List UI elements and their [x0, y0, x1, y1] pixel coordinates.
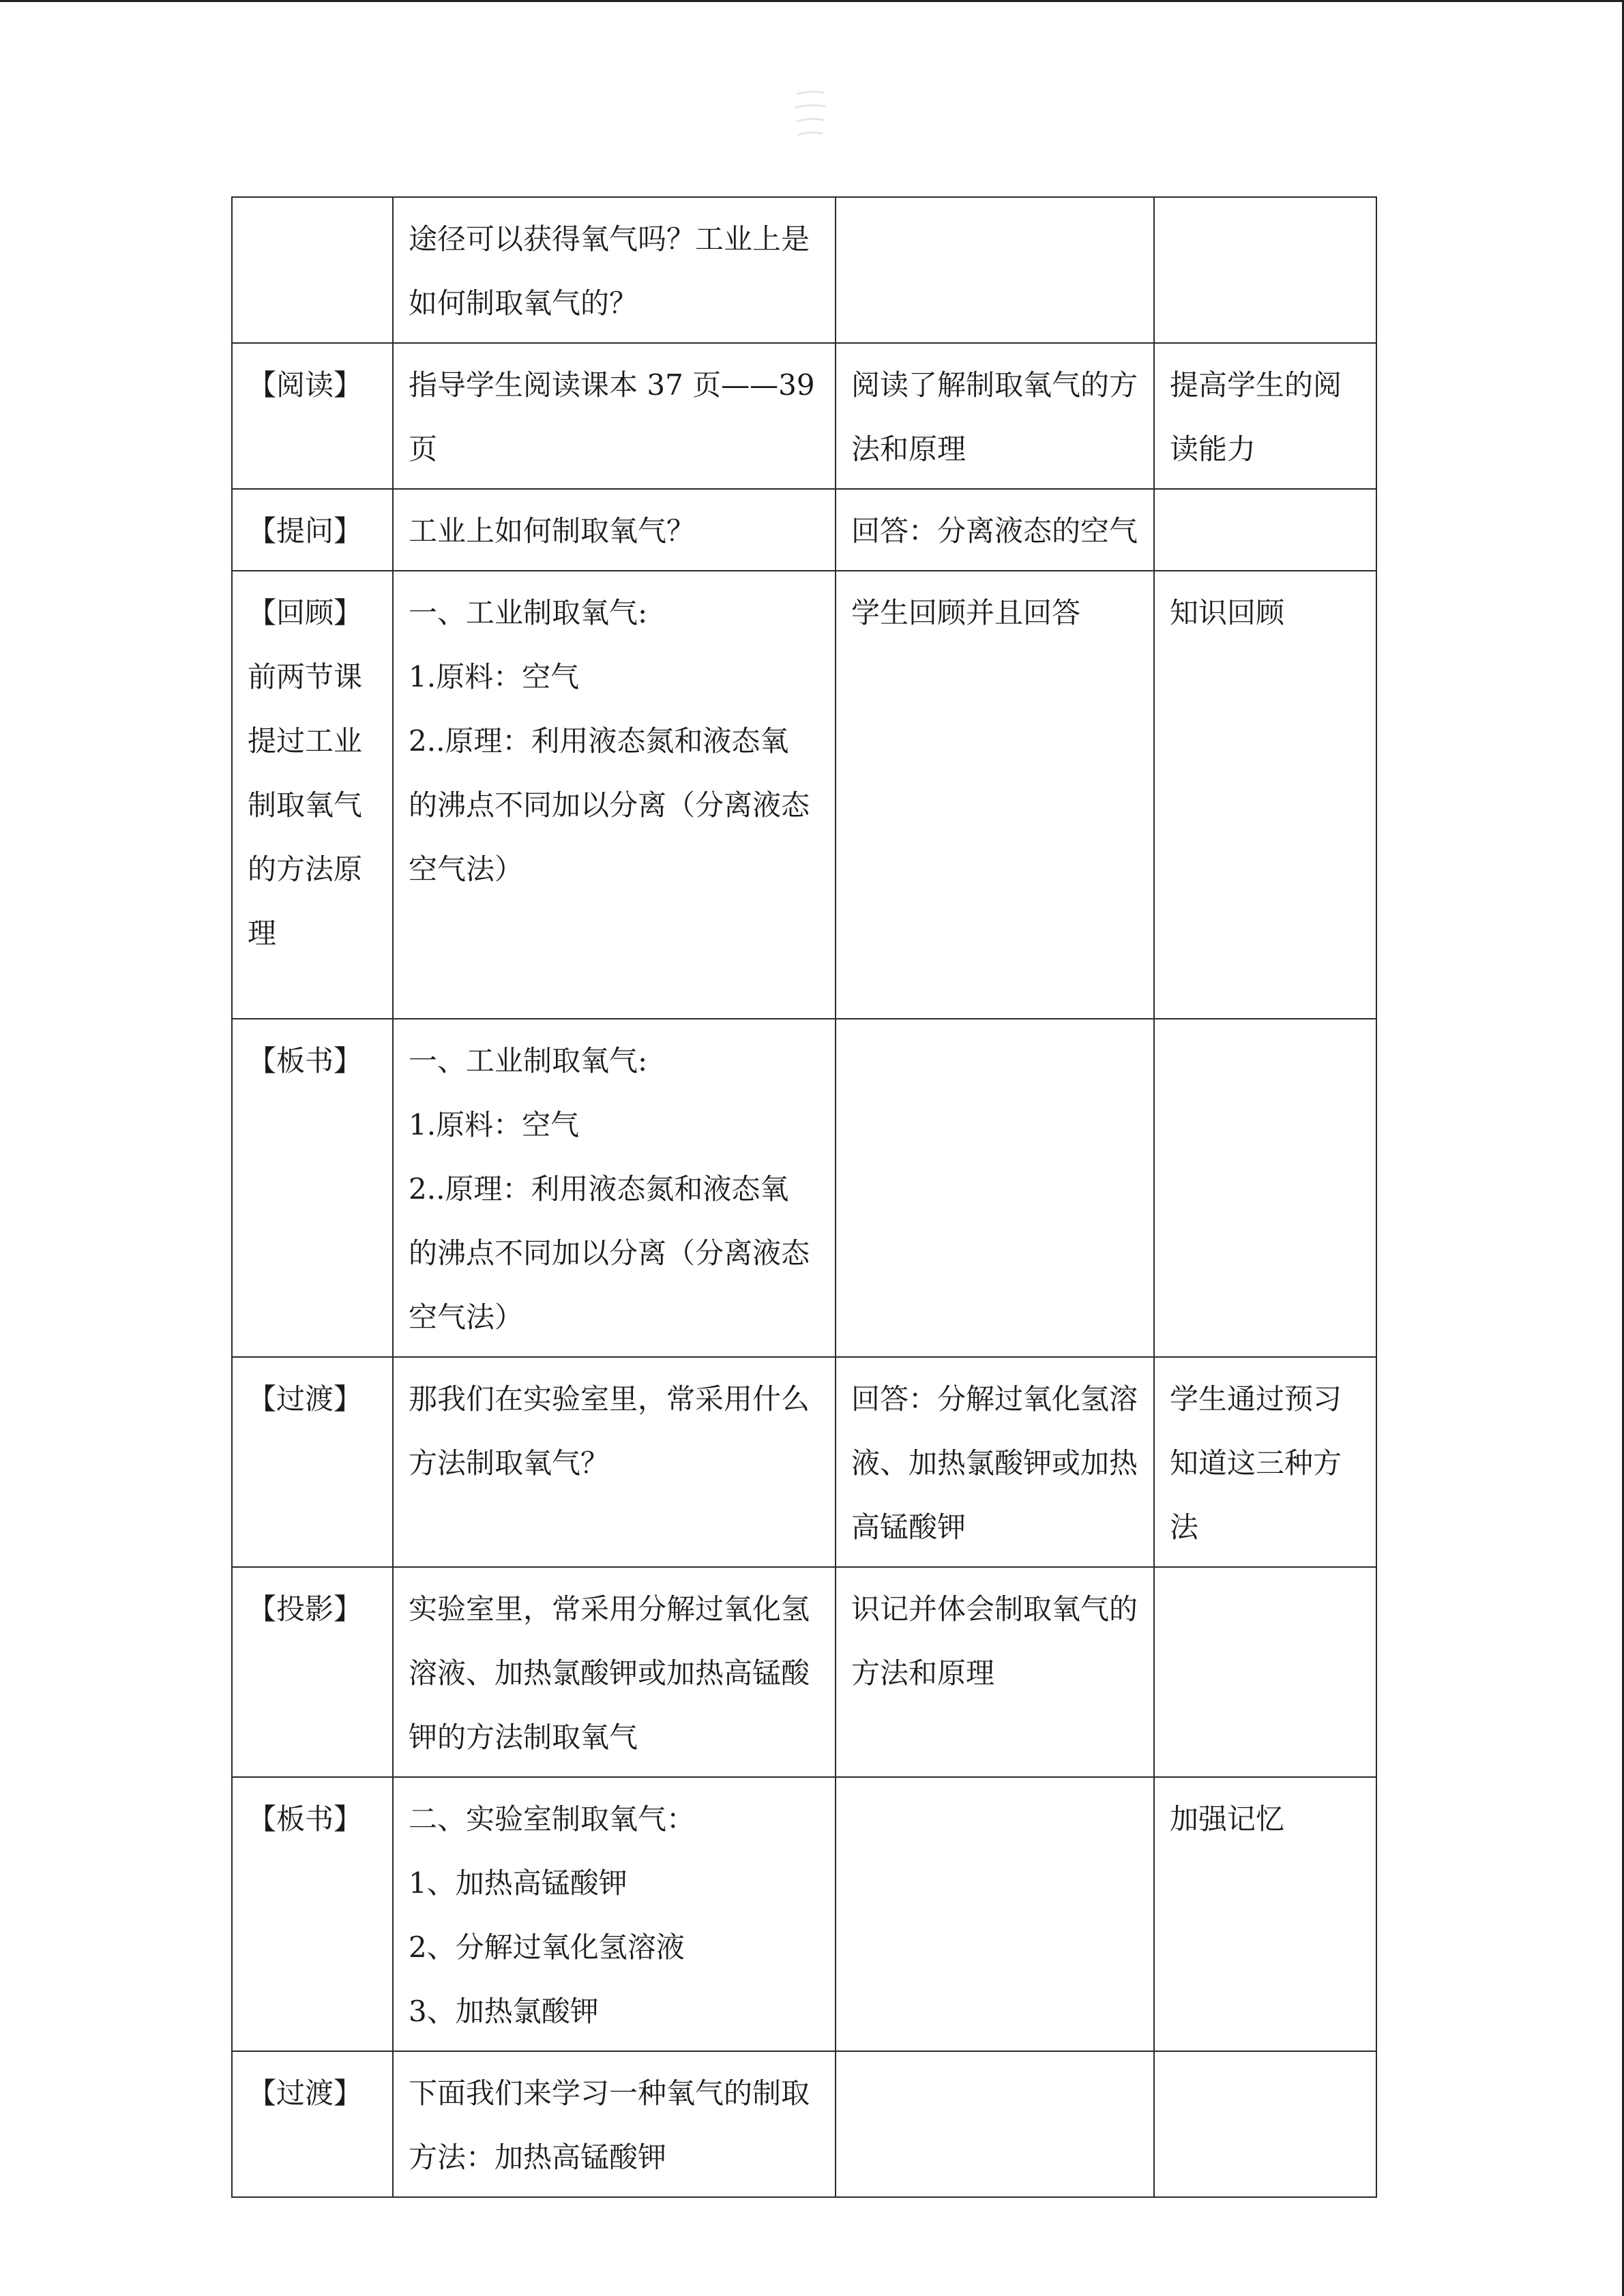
- cell-line: 提过工业: [248, 724, 363, 758]
- cell-line: 前两节课: [248, 660, 363, 694]
- cell-line: 高锰酸钾: [851, 1510, 966, 1544]
- cell-line: 2、分解过氧化氢溶液: [409, 1930, 685, 1964]
- teacher-activity-cell: [393, 1777, 836, 2051]
- cell-line: 2..原理：利用液态氮和液态氧: [409, 724, 789, 758]
- teacher-activity-cell: [393, 343, 836, 489]
- design-intent-cell: [1154, 197, 1376, 343]
- cell-line: 法和原理: [851, 432, 966, 466]
- stage-cell: [232, 1567, 393, 1777]
- cell-line: 读能力: [1170, 432, 1256, 466]
- cell-line: 识记并体会制取氧气的: [851, 1592, 1138, 1626]
- student-activity-cell: [836, 343, 1154, 489]
- cell-line: 1.原料：空气: [409, 1108, 580, 1142]
- teacher-activity-cell: [393, 571, 836, 1019]
- stage-cell: [232, 343, 393, 489]
- stage-cell: [232, 1019, 393, 1357]
- design-intent-cell: [1154, 489, 1376, 571]
- design-intent-cell: [1154, 1567, 1376, 1777]
- student-activity-cell: [836, 1357, 1154, 1567]
- teacher-activity-cell: [393, 197, 836, 343]
- cell-line: 那我们在实验室里，常采用什么: [409, 1382, 810, 1416]
- lesson-plan-table: [231, 196, 1377, 2198]
- cell-line: 【投影】: [248, 1592, 363, 1626]
- cell-line: 方法：加热高锰酸钾: [409, 2141, 667, 2174]
- cell-line: 【阅读】: [248, 368, 363, 402]
- cell-line: 【过渡】: [248, 2076, 363, 2110]
- stage-cell: [232, 197, 393, 343]
- cell-line: 【过渡】: [248, 1382, 363, 1416]
- cell-line: 二、实验室制取氧气：: [409, 1802, 696, 1836]
- cell-line: 加强记忆: [1170, 1802, 1285, 1836]
- table-row: [232, 1357, 1376, 1567]
- page-top-border: [0, 0, 1624, 2]
- cell-line: 提高学生的阅: [1170, 368, 1342, 402]
- cell-line: 的沸点不同加以分离（分离液态: [409, 788, 810, 822]
- cell-line: 空气法）: [409, 852, 524, 886]
- student-activity-cell: [836, 197, 1154, 343]
- cell-line: 【板书】: [248, 1802, 363, 1836]
- cell-line: 学生回顾并且回答: [851, 596, 1081, 629]
- cell-line: 回答：分离液态的空气: [851, 514, 1138, 548]
- cell-line: 的沸点不同加以分离（分离液态: [409, 1236, 810, 1270]
- cell-line: 【回顾】: [248, 596, 363, 629]
- design-intent-cell: [1154, 2051, 1376, 2197]
- table-row: [232, 343, 1376, 489]
- student-activity-cell: [836, 1019, 1154, 1357]
- cell-line: 【提问】: [248, 514, 363, 548]
- table-row: [232, 1777, 1376, 2051]
- cell-line: 空气法）: [409, 1300, 524, 1334]
- design-intent-cell: [1154, 571, 1376, 1019]
- student-activity-cell: [836, 2051, 1154, 2197]
- student-activity-cell: [836, 571, 1154, 1019]
- table-row: [232, 2051, 1376, 2197]
- cell-line: 1.原料：空气: [409, 660, 580, 694]
- cell-line: 如何制取氧气的？: [409, 286, 638, 320]
- cell-line: 回答：分解过氧化氢溶: [851, 1382, 1138, 1416]
- table-row: [232, 1019, 1376, 1357]
- stage-cell: [232, 1777, 393, 2051]
- design-intent-cell: [1154, 1777, 1376, 2051]
- watermark-mark: [791, 80, 829, 149]
- cell-line: 【板书】: [248, 1044, 363, 1077]
- cell-line: 下面我们来学习一种氧气的制取: [409, 2076, 810, 2110]
- cell-line: 钾的方法制取氧气: [409, 1720, 638, 1754]
- stage-cell: [232, 571, 393, 1019]
- student-activity-cell: [836, 1567, 1154, 1777]
- cell-line: 知道这三种方: [1170, 1446, 1342, 1480]
- teacher-activity-cell: [393, 1019, 836, 1357]
- design-intent-cell: [1154, 1357, 1376, 1567]
- cell-line: 一、工业制取氧气:: [409, 1044, 648, 1077]
- cell-line: 知识回顾: [1170, 596, 1285, 629]
- cell-line: 实验室里，常采用分解过氧化氢: [409, 1592, 810, 1626]
- cell-line: 3、加热氯酸钾: [409, 1995, 599, 2028]
- design-intent-cell: [1154, 343, 1376, 489]
- cell-line: 学生通过预习: [1170, 1382, 1342, 1416]
- design-intent-cell: [1154, 1019, 1376, 1357]
- teacher-activity-cell: [393, 489, 836, 571]
- cell-line: 方法和原理: [851, 1656, 995, 1690]
- cell-line: 2..原理：利用液态氮和液态氧: [409, 1172, 789, 1206]
- stage-cell: [232, 1357, 393, 1567]
- cell-line: 途径可以获得氧气吗？工业上是: [409, 222, 810, 256]
- teacher-activity-cell: [393, 2051, 836, 2197]
- stage-cell: [232, 489, 393, 571]
- cell-line: 页: [409, 432, 438, 466]
- cell-line: 法: [1170, 1510, 1199, 1544]
- cell-line: 1、加热高锰酸钾: [409, 1866, 628, 1900]
- table-row: [232, 1567, 1376, 1777]
- stage-cell: [232, 2051, 393, 2197]
- teacher-activity-cell: [393, 1567, 836, 1777]
- cell-line: 工业上如何制取氧气？: [409, 514, 696, 548]
- cell-line: 阅读了解制取氧气的方: [851, 368, 1138, 402]
- cell-line: 液、加热氯酸钾或加热: [851, 1446, 1138, 1480]
- cell-line: 一、工业制取氧气:: [409, 596, 648, 629]
- cell-line: 溶液、加热氯酸钾或加热高锰酸: [409, 1656, 810, 1690]
- cell-line: 的方法原: [248, 852, 363, 886]
- cell-line: 指导学生阅读课本 37 页——39: [409, 368, 815, 402]
- table-row: [232, 571, 1376, 1019]
- cell-line: 理: [248, 916, 277, 950]
- teacher-activity-cell: [393, 1357, 836, 1567]
- student-activity-cell: [836, 489, 1154, 571]
- cell-line: 制取氧气: [248, 788, 363, 822]
- table-row: [232, 197, 1376, 343]
- cell-line: 方法制取氧气？: [409, 1446, 610, 1480]
- table-row: [232, 489, 1376, 571]
- student-activity-cell: [836, 1777, 1154, 2051]
